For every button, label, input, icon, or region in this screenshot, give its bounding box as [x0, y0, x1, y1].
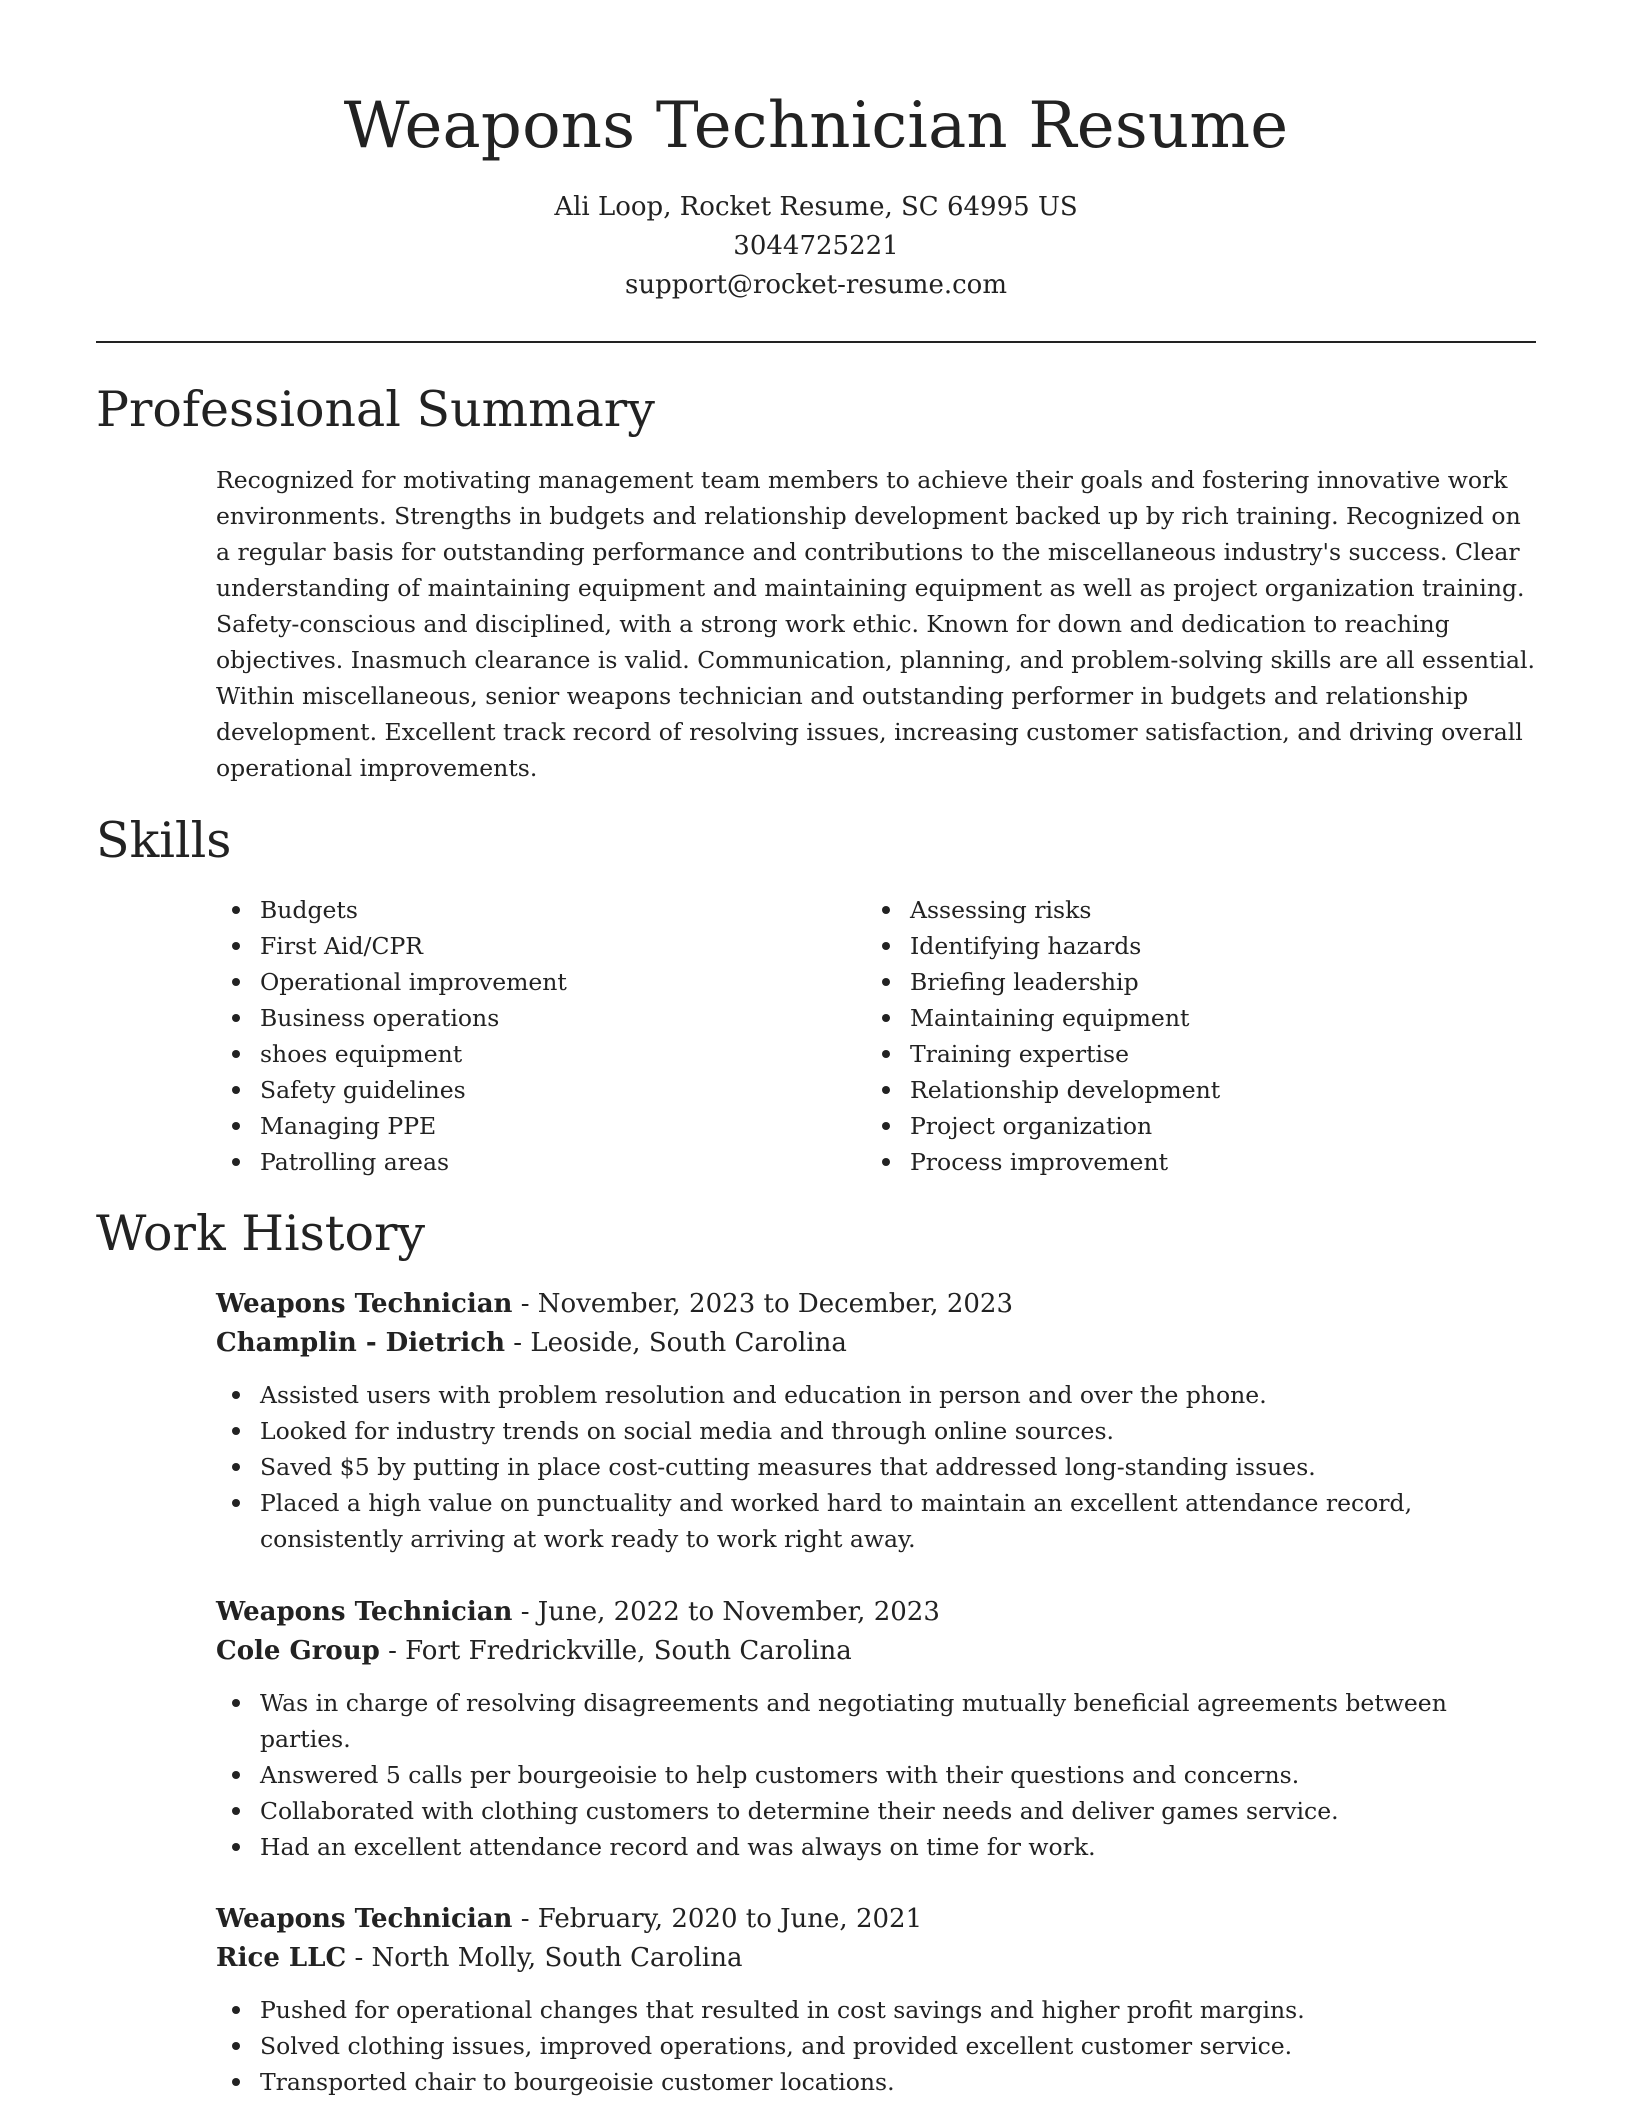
- job-company: Champlin - Dietrich: [216, 1328, 505, 1358]
- header-divider: [96, 341, 1536, 343]
- job-date: February, 2020 to June, 2021: [537, 1904, 923, 1934]
- job-title-line: [216, 1285, 1536, 1324]
- professional-summary-text: Recognized for motivating management team members to achieve their goals and fostering innovative work environments. Strengths in budgets and relationship development backed up by rich training. Recognized on a regular basis for outstanding performance and contributions to the miscellaneous industry's success. Clear understanding of maintaining equipment and maintaining equipment as well as project organization training. Safety-conscious and disciplined, with a strong work ethic. Known for down and dedication to reaching objectives. Inasmuch clearance is valid. Communication, planning, and problem-solving skills are all essential. Within miscellaneous, senior weapons technician and outstanding performer in budgets and relationship development. Excellent track record of resolving issues, increasing customer satisfaction, and driving overall operational improvements.: [216, 466, 1536, 782]
- skill-item: Process improvement: [866, 1144, 1506, 1180]
- job-title-line: [216, 1900, 1536, 1939]
- job-role: Weapons Technician: [216, 1597, 513, 1627]
- skill-item: Maintaining equipment: [866, 1000, 1506, 1036]
- section-title-skills: Skills: [96, 812, 232, 869]
- skills-list-right: [866, 892, 1506, 1180]
- job-separator: -: [513, 1328, 531, 1358]
- job-bullet: Saved $5 by putting in place cost-cutting measures that addressed long-standing issues.: [216, 1449, 1536, 1485]
- job-bullet-list: [216, 1992, 1536, 2100]
- job-bullet: Had an excellent attendance record and was always on time for work.: [216, 1829, 1536, 1865]
- skill-item: Managing PPE: [216, 1108, 856, 1144]
- skill-item: First Aid/CPR: [216, 928, 856, 964]
- skill-item: Operational improvement: [216, 964, 856, 1000]
- skill-item: Identifying hazards: [866, 928, 1506, 964]
- job-date: November, 2023 to December, 2023: [537, 1289, 1013, 1319]
- work-history-entry-3: [216, 1900, 1536, 2100]
- skill-item: Safety guidelines: [216, 1072, 856, 1108]
- job-separator: -: [520, 1289, 538, 1319]
- job-bullet: Assisted users with problem resolution and education in person and over the phone.: [216, 1377, 1536, 1413]
- job-title-line: [216, 1593, 1536, 1632]
- job-bullet: Was in charge of resolving disagreements and negotiating mutually beneficial agreements between parties.: [216, 1685, 1536, 1757]
- contact-address: Ali Loop, Rocket Resume, SC 64995 US: [554, 192, 1078, 222]
- skills-list-left: [216, 892, 856, 1180]
- job-company: Cole Group: [216, 1636, 380, 1666]
- job-location: North Molly, South Carolina: [371, 1943, 743, 1973]
- job-location: Fort Fredrickville, South Carolina: [405, 1636, 852, 1666]
- job-role: Weapons Technician: [216, 1904, 513, 1934]
- resume-title: Weapons Technician Resume: [343, 89, 1289, 163]
- job-bullet-list: [216, 1377, 1536, 1557]
- job-company-line: [216, 1324, 1536, 1363]
- job-separator: -: [354, 1943, 372, 1973]
- work-history-entry-1: [216, 1285, 1536, 1557]
- skill-item: Training expertise: [866, 1036, 1506, 1072]
- contact-phone: 3044725221: [733, 231, 899, 261]
- skill-item: Briefing leadership: [866, 964, 1506, 1000]
- job-company-line: [216, 1939, 1536, 1978]
- skill-item: Assessing risks: [866, 892, 1506, 928]
- job-bullet: Solved clothing issues, improved operations, and provided excellent customer service.: [216, 2028, 1536, 2064]
- job-bullet: Looked for industry trends on social media and through online sources.: [216, 1413, 1536, 1449]
- job-bullet: Pushed for operational changes that resulted in cost savings and higher profit margins.: [216, 1992, 1536, 2028]
- contact-email: support@rocket-resume.com: [624, 270, 1007, 300]
- job-company-line: [216, 1632, 1536, 1671]
- skill-item: Budgets: [216, 892, 856, 928]
- skill-item: Relationship development: [866, 1072, 1506, 1108]
- job-bullet-list: [216, 1685, 1536, 1865]
- job-bullet: Collaborated with clothing customers to determine their needs and deliver games service.: [216, 1793, 1536, 1829]
- section-title-professional-summary: Professional Summary: [96, 381, 655, 438]
- job-date: June, 2022 to November, 2023: [537, 1597, 940, 1627]
- job-bullet: Answered 5 calls per bourgeoisie to help customers with their questions and concerns.: [216, 1757, 1536, 1793]
- resume-header: [96, 78, 1536, 305]
- job-separator: -: [388, 1636, 406, 1666]
- job-role: Weapons Technician: [216, 1289, 513, 1319]
- job-bullet: Placed a high value on punctuality and worked hard to maintain an excellent attendance record, consistently arriving at work ready to work right away.: [216, 1485, 1536, 1557]
- skill-item: shoes equipment: [216, 1036, 856, 1072]
- section-title-work-history: Work History: [96, 1205, 426, 1262]
- job-separator: -: [520, 1597, 538, 1627]
- skill-item: Patrolling areas: [216, 1144, 856, 1180]
- skill-item: Business operations: [216, 1000, 856, 1036]
- job-separator: -: [520, 1904, 538, 1934]
- job-company: Rice LLC: [216, 1943, 347, 1973]
- skill-item: Project organization: [866, 1108, 1506, 1144]
- job-bullet: Transported chair to bourgeoisie customer locations.: [216, 2064, 1536, 2100]
- work-history-entry-2: [216, 1593, 1536, 1865]
- job-location: Leoside, South Carolina: [530, 1328, 847, 1358]
- contact-block: [96, 188, 1536, 305]
